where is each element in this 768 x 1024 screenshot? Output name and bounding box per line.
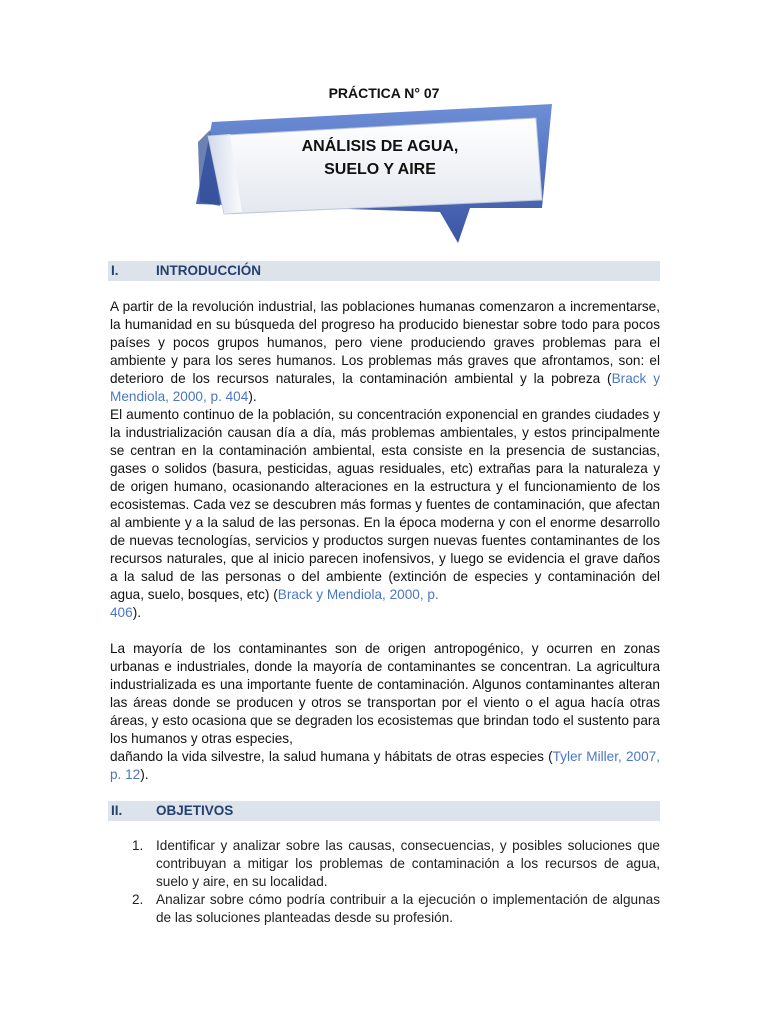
citation-link-page[interactable]: 406 (110, 605, 133, 620)
citation-link[interactable]: Tyler Miller, 2007, p. 12 (110, 749, 660, 782)
section-title: INTRODUCCIÓN (156, 263, 261, 278)
section-number: II. (111, 803, 123, 818)
section-number: I. (111, 263, 119, 278)
banner-title (190, 135, 570, 181)
intro-paragraph-1: A partir de la revolución industrial, las poblaciones humanas comenzaron a incrementarse, la humanidad en su búsqueda del progreso ha producido bienestar sobre todo para pocos países y pocos grupos humanos, pero viene produciendo graves problemas para el ambiente y para los seres humanos. Los problemas más graves que afrontamos, son: el deterioro de los recursos naturales, la contaminación ambiental y la pobreza (Brack y Mendiola, 2000, p. 404). (110, 299, 660, 404)
list-item (110, 837, 660, 891)
list-item-text: Analizar sobre cómo podría contribuir a la ejecución o implementación de algunas de las soluciones planteadas desde su profesión. (156, 892, 660, 925)
intro-paragraph-3: La mayoría de los contaminantes son de origen antropogénico, y ocurren en zonas urbanas e industriales, donde la mayoría de contaminantes se concentran. La agricultura industrializada es una importante fuente de contaminación. Algunos contaminantes alteran las áreas donde se producen y otros se transportan por el viento o el agua hacía otras áreas, y esto ocasiona que se degraden los ecosistemas que brindan todo el sustento para los humanos y otras especies, dañando la vida silvestre, la salud humana y hábitats de otras especies (Tyler Miller, 2007, p. 12). (110, 641, 660, 782)
section-header-introduccion (108, 261, 660, 281)
banner-title-line-2: SUELO Y AIRE (324, 161, 436, 178)
section-title: OBJETIVOS (156, 803, 234, 818)
section-header-objetivos (108, 801, 660, 821)
list-item (110, 891, 660, 927)
list-item-text: Identificar y analizar sobre las causas, consecuencias, y posibles soluciones que contribuyan a mitigar los problemas de contaminación a los recursos de agua, suelo y aire, en su localidad. (156, 838, 660, 889)
page-title: PRÁCTICA N° 07 (328, 85, 440, 101)
list-number: 2. (132, 892, 144, 907)
list-number: 1. (132, 838, 144, 853)
objectives-list (110, 837, 660, 927)
banner-title-line-1: ANÁLISIS DE AGUA, (301, 138, 459, 155)
title-banner (190, 100, 570, 245)
intro-paragraph-2: El aumento continuo de la población, su concentración exponencial en grandes ciudades y la industrialización causan día a día, más problemas ambientales, y estos principalmente se centran en la contaminación ambiental, esta consiste en la presencia de sustancias, gases o solidos (basura, pesticidas, aguas residuales, etc) extrañas para la naturaleza y de origen humano, ocasionando alteraciones en la estructura y el funcionamiento de los ecosistemas. Cada vez se descubren más formas y fuentes de contaminación, que afectan al ambiente y a la salud de las personas. En la época moderna y con el enorme desarrollo de nuevas tecnologías, servicios y productos surgen nuevas fuentes contaminantes de los recursos naturales, que al inicio parecen inofensivos, y luego se evidencia el grave daños a la salud de las personas o del ambiente (extinción de especies y contaminación del agua, suelo, bosques, etc) (Brack y Mendiola, 2000, p. 406). (110, 407, 660, 620)
citation-link[interactable]: Brack y Mendiola, 2000, p. 404 (110, 371, 660, 404)
citation-link[interactable]: Brack y Mendiola, 2000, p. (277, 587, 439, 602)
